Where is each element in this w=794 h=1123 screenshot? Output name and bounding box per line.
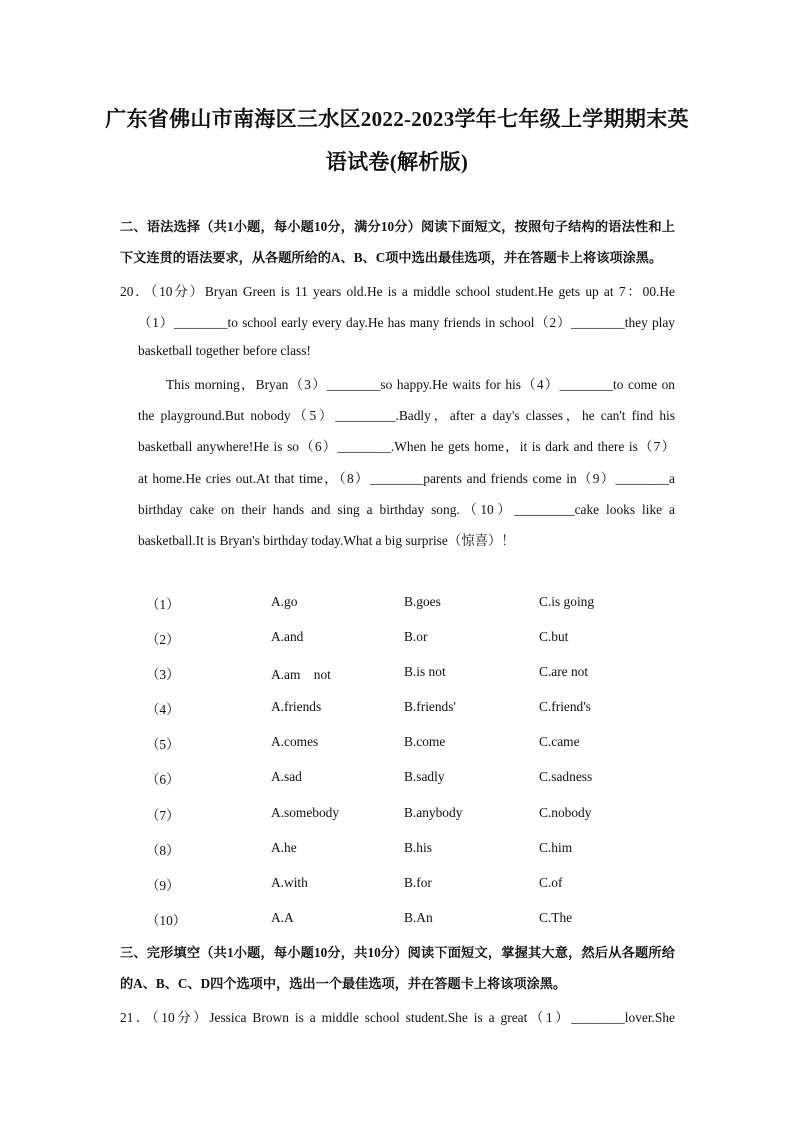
option-row <box>0 699 794 721</box>
option-a: A.sad <box>271 769 302 784</box>
option-c: C.came <box>539 734 580 749</box>
option-c: C.sadness <box>539 769 593 784</box>
option-number: （7） <box>146 808 180 823</box>
option-c: C.but <box>539 629 569 644</box>
option-c: C.The <box>539 910 573 925</box>
option-number: （3） <box>146 667 180 682</box>
question20-line: basketball together before class! <box>138 343 311 358</box>
option-a: A.am not <box>271 667 331 682</box>
option-a: A.friends <box>271 699 322 714</box>
question20-line: 20．（10分）Bryan Green is 11 years old.He is a middle school student.He gets up at 7：00.He <box>120 284 675 299</box>
option-c: C.is going <box>539 594 595 609</box>
question20-line: at home.He cries out.At that time，（8）________parents and friends come in（9）________a <box>138 471 675 486</box>
question20-line: basketball.It is Bryan's birthday today.What a big surprise（惊喜）！ <box>138 533 515 548</box>
option-row <box>0 629 794 651</box>
option-a: A.go <box>271 594 298 609</box>
option-b: B.or <box>404 629 428 644</box>
option-b: B.for <box>404 875 432 890</box>
option-row <box>0 594 794 616</box>
option-number: （6） <box>146 772 180 787</box>
option-b: B.is not <box>404 664 446 679</box>
question20-line: the playground.But nobody（5）_________.Badly，after a day's classes，he can't find his <box>138 408 675 423</box>
option-a: A.somebody <box>271 805 340 820</box>
option-number: （9） <box>146 878 180 893</box>
option-b: B.come <box>404 734 446 749</box>
option-number: （4） <box>146 702 180 717</box>
option-c: C.him <box>539 840 573 855</box>
option-b: B.friends' <box>404 699 456 714</box>
option-row <box>0 875 794 897</box>
option-number: （8） <box>146 843 180 858</box>
option-b: B.his <box>404 840 432 855</box>
option-c: C.are not <box>539 664 589 679</box>
question21-line: 21．（10分）Jessica Brown is a middle school student.She is a great（1）________lover.She <box>120 1010 675 1025</box>
option-a: A.comes <box>271 734 319 749</box>
option-row <box>0 664 794 686</box>
option-b: B.anybody <box>404 805 463 820</box>
section2-heading: 二、语法选择（共1小题，每小题10分，满分10分）阅读下面短文，按照句子结构的语法性和上下文连贯的语法要求，从各题所给的A、B、C项中选出最佳选项，并在答题卡上将该项涂黑。 <box>120 219 675 265</box>
option-number: （1） <box>146 597 180 612</box>
option-c: C.of <box>539 875 563 890</box>
option-b: B.An <box>404 910 433 925</box>
option-row <box>0 734 794 756</box>
question20-line: basketball anywhere!He is so（6）________.When he gets home，it is dark and there is（7） <box>138 439 675 454</box>
option-b: B.sadly <box>404 769 445 784</box>
option-a: A.he <box>271 840 297 855</box>
option-row <box>0 910 794 932</box>
option-row <box>0 769 794 791</box>
question20-line: birthday cake on their hands and sing a birthday song.（10）_________cake looks like a <box>138 502 675 517</box>
question20-line: （1）________to school early every day.He has many friends in school（2）________they play <box>138 315 675 330</box>
option-c: C.friend's <box>539 699 591 714</box>
option-row <box>0 840 794 862</box>
section3-heading: 三、完形填空（共1小题，每小题10分，共10分）阅读下面短文，掌握其大意，然后从各题所给的A、B、C、D四个选项中，选出一个最佳选项，并在答题卡上将该项涂黑。 <box>120 945 675 991</box>
question20-line: This morning，Bryan（3）________so happy.He waits for his（4）________to come on <box>166 377 675 392</box>
option-b: B.goes <box>404 594 441 609</box>
option-number: （2） <box>146 632 180 647</box>
option-a: A.and <box>271 629 304 644</box>
option-a: A.A <box>271 910 294 925</box>
option-a: A.with <box>271 875 308 890</box>
option-row <box>0 805 794 827</box>
document-title-line2: 语试卷(解析版) <box>325 150 469 174</box>
document-title-line1: 广东省佛山市南海区三水区2022-2023学年七年级上学期期末英 <box>105 107 689 131</box>
option-number: （10） <box>146 913 187 928</box>
option-c: C.nobody <box>539 805 592 820</box>
option-number: （5） <box>146 737 180 752</box>
